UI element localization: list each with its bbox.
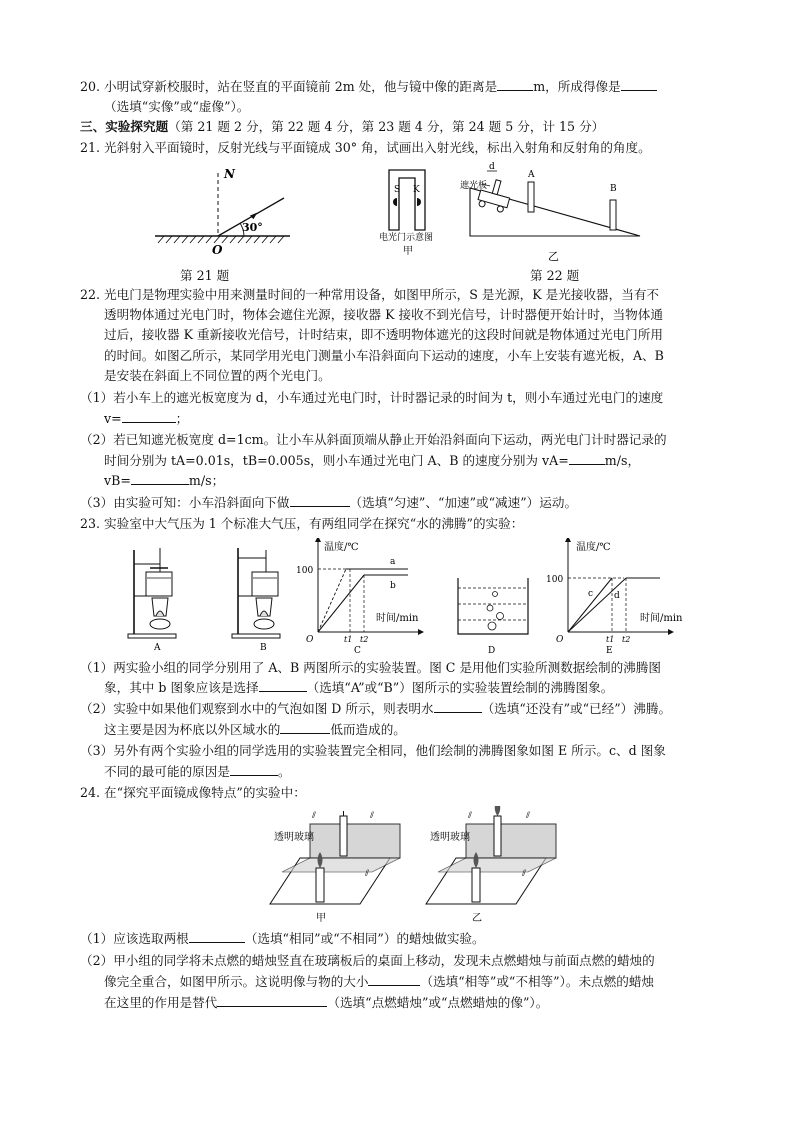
series-c-label: c [588,589,594,599]
q23-intro: 23. 实验室中大气压为 1 个标准大气压，有两组同学在探究“水的沸腾”的实验： [80,516,524,531]
apparatus-B [232,548,280,653]
svg-text:⫽: ⫽ [370,811,375,821]
q22-p2: 透明物体通过光电门时，物体会遮住光源，接收器 K 接收不到光信号，计时器便开始计时，当物体通 [104,307,663,322]
q23-s3b-end: 。 [277,764,291,779]
svg-text:⫽: ⫽ [522,869,527,879]
q23-s2b [104,721,406,739]
q20-line1 [80,78,657,96]
answer-blank[interactable] [217,994,327,1007]
q22-s2c [104,472,224,490]
tick-t1: t1 [606,635,615,644]
q22-s1a: （1）若小车上的遮光板宽度为 d，小车通过光电门时，计时器记录的时间为 t，则小车通过光电门的速度 [80,390,664,405]
x-axis-label: 时间/min [640,613,683,624]
q22-s3 [80,494,577,512]
label-A: A [528,170,535,180]
q23-s1b [104,679,613,697]
answer-blank[interactable] [230,763,278,776]
caption-21: 第 21 题 [180,268,230,283]
figure-22-yi [460,160,645,272]
q23-s2b-end: 低而造成的。 [330,722,406,737]
q24-s2a: （2）甲小组的同学将未点燃的蜡烛竖直在玻璃板后的桌面上移动，发现未点燃蜡烛与前面点燃的蜡烛的 [80,953,655,968]
q22-p3: 过后，接收器 K 重新接收光信号，计时结束，即不透明物体遮光的这段时间就是物体通过光电门所用 [104,327,663,342]
answer-blank[interactable] [434,700,482,713]
apparatus-A [128,548,176,653]
q22-s3-text: （3）由实验可知：小车沿斜面向下做 [80,495,290,510]
svg-text:⫽: ⫽ [468,811,473,821]
tick-t1: t1 [344,635,353,644]
q23-s3b [104,763,291,781]
tick-100: 100 [546,575,564,585]
glass-label: 透明玻璃 [274,832,314,843]
q23-s2a-text: （2）实验中如果他们观察到水中的气泡如图 D 所示，则表明水 [80,701,434,716]
svg-text:⫽: ⫽ [312,811,317,821]
answer-blank[interactable] [569,452,605,465]
q24-s1-end: （选填“相同”或“不相同”）的蜡烛做实验。 [244,931,485,946]
q22-p1: 22. 光电门是物理实验中用来测量时间的一种常用设备，如图甲所示，S 是光源，K 是光接收器，当有不 [80,287,660,302]
q22-s1b-text: v= [104,411,122,426]
answer-blank[interactable] [290,494,350,507]
label-angle: 30° [242,221,263,234]
tick-t2: t2 [622,635,631,644]
q20-line2: （选填“实像”或“虚像”）。 [104,99,250,114]
q24-s2b [104,973,654,991]
figure-22-jia [375,162,455,258]
origin-label: O [306,635,314,645]
q22-s1b-end: ； [175,411,189,426]
label-D: D [488,646,496,654]
label-jia: 甲 [403,246,413,257]
q24-s2c-end: （选填“点燃蜡烛”或“点燃蜡烛的像”）。 [327,995,549,1010]
q24-s2b-end: （选填“相等”或“不相等”）。未点燃的蜡烛 [420,974,655,989]
y-axis-label: 温度/℃ [576,542,611,553]
answer-blank[interactable] [280,721,330,734]
q22-s2b-end: m/s， [604,453,641,468]
q22-p5: 是安装在斜面上不同位置的两个光电门。 [104,368,331,383]
section-detail: （第 21 题 2 分，第 22 题 4 分，第 23 题 4 分，第 24 题 5 分，计 15 分） [168,119,605,134]
svg-text:⫽: ⫽ [365,869,370,879]
label-K: K [413,185,420,195]
figure-23 [120,538,710,654]
label-yi: 乙 [548,250,559,263]
graph-E [546,538,683,654]
label-N: N [224,168,235,181]
q22-s3-end: （选填“匀速”、“加速”或“减速”）运动。 [349,495,578,510]
q24-s2b-text: 像完全重合，如图甲所示。这说明像与物的大小 [104,974,369,989]
label-B: B [610,184,617,194]
answer-blank[interactable] [122,410,176,423]
label-O: O [212,243,223,257]
q24-s2c-text: 在这里的作用是替代 [104,995,218,1010]
label-S: S [394,185,401,195]
q23-s1b-text: 象，其中 b 图象应该是选择 [104,680,259,695]
q23-s2a-end: （选填“还没有”或“已经”）沸腾。 [481,701,672,716]
q23-s2b-text: 这主要是因为杯底以外区域水的 [104,722,281,737]
q22-s2b [104,452,640,470]
q23-s1a: （1）两实验小组的同学分别用了 A、B 两图所示的实验装置。图 C 是用他们实验所测数据绘制的沸腾图 [80,660,661,675]
q23-s1b-end: （选填“A”或“B”）图所示的实验装置绘制的沸腾图象。 [306,680,614,695]
answer-blank[interactable] [368,973,420,986]
q24-s1-text: （1）应该选取两根 [80,931,189,946]
label-A: A [154,643,161,653]
answer-blank[interactable] [497,78,533,91]
q22-s1b [104,410,188,428]
q23-s3a: （3）另外有两个实验小组的同学选用的实验装置完全相同，他们绘制的沸腾图象如图 E 所示。c、d 图象 [80,743,666,758]
q22-s2c-text: vB= [104,473,131,488]
q20-text: 20. 小明试穿新校服时，站在竖直的平面镜前 2m 处，他与镜中像的距离是 [80,79,498,94]
svg-text:⫽: ⫽ [526,811,531,821]
q22-s2b-text: 时间分别为 tA=0.01s，tB=0.005s，则小车通过光电门 A、B 的速度分别为 vA= [104,453,569,468]
tick-100: 100 [296,566,314,576]
answer-blank[interactable] [621,78,657,91]
origin-label: O [556,635,564,645]
q24-s2c [104,994,548,1012]
series-b-label: b [390,581,396,591]
label-B: B [260,643,267,653]
photogate-caption: 电光门示意图 [379,233,434,243]
q20-text: m，所成得像是 [533,79,621,94]
answer-blank[interactable] [189,930,245,943]
mirror-setup-yi [426,806,556,924]
q22-s2a: （2）若已知遮光板宽度 d=1cm。让小车从斜面顶端从静止开始沿斜面向下运动，两光电门计时器记录的 [80,432,667,447]
mirror-setup-jia [270,811,400,924]
q24-intro: 24. 在“探究平面镜成像特点”的实验中： [80,785,306,800]
tick-t2: t2 [360,635,369,644]
q24-s1 [80,930,485,948]
label-jia: 甲 [316,913,326,924]
q23-s3b-text: 不同的最可能的原因是 [104,764,230,779]
series-a-label: a [390,557,396,567]
figure-21 [150,168,300,260]
label-C: C [354,646,361,654]
figure-24 [260,806,560,924]
glass-label: 透明玻璃 [430,832,470,843]
graph-C [296,538,424,654]
label-d: d [489,162,495,172]
caption-22: 第 22 题 [530,268,580,283]
label-shade-plate: 遮光板 [460,181,488,191]
section-title: 三、实验探究题 [80,119,169,134]
q22-p4: 的时间。如图乙所示，某同学用光电门测量小车沿斜面向下运动的速度，小车上安装有遮光板，A、B [104,348,664,363]
section-heading [80,118,604,136]
y-axis-label: 温度/℃ [324,542,359,553]
answer-blank[interactable] [259,679,307,692]
q22-s2c-end: m/s； [188,473,225,488]
label-yi: 乙 [472,913,482,924]
series-d-label: d [614,591,620,601]
label-E: E [606,646,613,654]
x-axis-label: 时间/min [376,613,419,624]
beaker-D [458,578,528,654]
q23-s2a [80,700,671,718]
answer-blank[interactable] [131,472,189,485]
q21-text: 21. 光斜射入平面镜时，反射光线与平面镜成 30° 角，试画出入射光线，标出入射角和反射角的角度。 [80,140,651,155]
